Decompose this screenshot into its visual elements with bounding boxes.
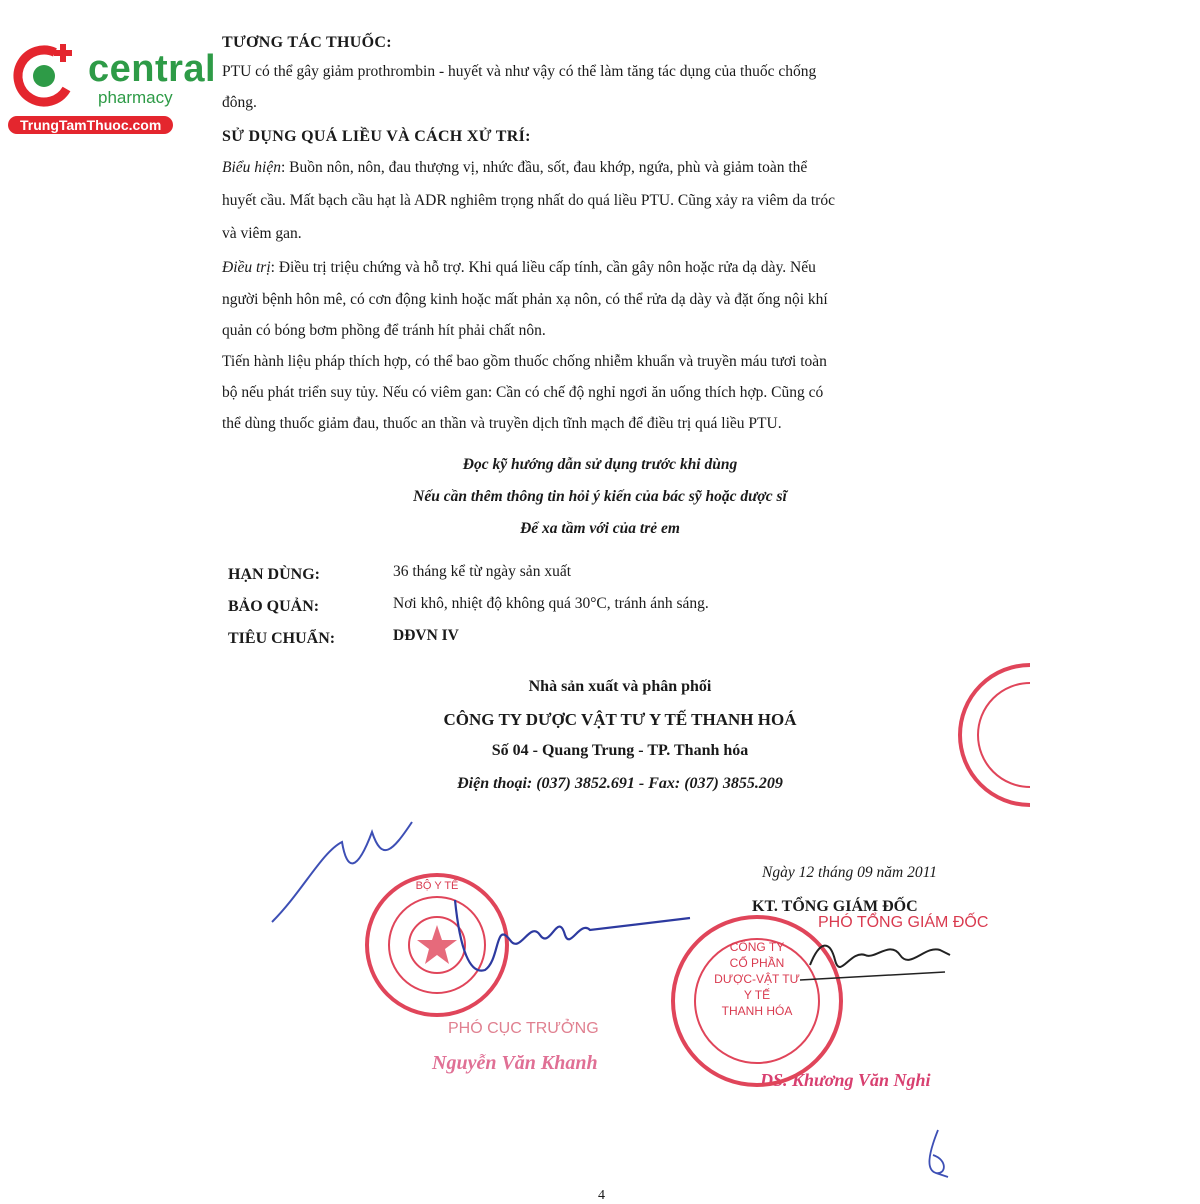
company-stamp-line-4: Y TẾ xyxy=(743,988,771,1002)
symptoms-label: Biểu hiện xyxy=(222,159,281,176)
manufacturer-line-1: Nhà sản xuất và phân phối xyxy=(528,678,712,695)
agency-stamp-ring-text: BỘ Y TẾ xyxy=(415,880,459,892)
interactions-line-2: đông. xyxy=(222,94,257,111)
treatment-line-1 xyxy=(222,252,816,283)
logo-mark-icon xyxy=(8,38,92,110)
company-stamp-line-3: DƯỢC-VẬT TƯ xyxy=(714,972,800,986)
company-stamp-line-2: CỔ PHẦN xyxy=(729,956,785,970)
logo-name: central xyxy=(88,48,217,90)
warning-line-2: Nếu cần thêm thông tin hỏi ý kiến của bác sỹ hoặc dược sĩ xyxy=(413,488,787,505)
signoff-title-text: TỔNG GIÁM ĐỐC xyxy=(781,898,918,915)
interactions-line-1: PTU có thể gây giảm prothrombin - huyết và như vậy có thể làm tăng tác dụng của thuốc chống xyxy=(222,63,817,80)
treatment-line-3: quản có bóng bơm phồng để tránh hít phải chất nôn. xyxy=(222,322,546,339)
company-stamp-line-5: THANH HÓA xyxy=(721,1004,793,1018)
left-title: PHÓ CỤC TRƯỞNG xyxy=(448,1020,599,1037)
spec-value-storage: Nơi khô, nhiệt độ không quá 30°C, tránh ánh sáng. xyxy=(393,595,709,612)
spec-label-storage: BẢO QUẢN: xyxy=(228,598,320,615)
warning-line-3: Để xa tầm với của trẻ em xyxy=(520,520,680,537)
director-signature-icon xyxy=(780,920,960,1000)
deputy-name: DS. Khương Văn Nghi xyxy=(760,1070,931,1090)
manufacturer-address: Số 04 - Quang Trung - TP. Thanh hóa xyxy=(491,742,749,759)
logo-sub: pharmacy xyxy=(98,88,173,107)
treatment-line-2: người bệnh hôn mê, có cơn động kinh hoặc mất phản xạ nôn, có thể rửa dạ dày và đặt ống nội khí xyxy=(222,291,828,308)
spec-label-standard: TIÊU CHUẨN: xyxy=(228,630,336,647)
spec-label-expiry: HẠN DÙNG: xyxy=(228,566,320,583)
therapy-line-3: thể dùng thuốc giảm đau, thuốc an thần và truyền dịch tĩnh mạch để điều trị quá liều PTU. xyxy=(222,415,782,432)
treatment-label: Điều trị xyxy=(222,259,271,276)
initial-mark-icon xyxy=(918,1125,958,1180)
partial-stamp-icon xyxy=(920,660,1030,810)
overdose-heading: SỬ DỤNG QUÁ LIỀU VÀ CÁCH XỬ TRÍ: xyxy=(222,128,531,145)
left-name: Nguyễn Văn Khanh xyxy=(432,1052,598,1074)
left-signature-main-icon xyxy=(440,880,700,990)
warning-line-1: Đọc kỹ hướng dẫn sử dụng trước khi dùng xyxy=(462,456,738,473)
symptoms-line-2: huyết cầu. Mất bạch cầu hạt là ADR nghiêm trọng nhất do quá liều PTU. Cũng xảy ra viêm da tróc xyxy=(222,192,835,209)
manufacturer-phone: Điện thoại: (037) 3852.691 - Fax: (037) 3855.209 xyxy=(457,775,783,792)
company-stamp-line-1: CÔNG TY xyxy=(729,940,785,954)
therapy-line-2: bộ nếu phát triển suy tủy. Nếu có viêm gan: Cần có chế độ nghỉ ngơi ăn uống thích hợp. Cũng có xyxy=(222,384,824,401)
interactions-heading: TƯƠNG TÁC THUỐC: xyxy=(222,34,392,51)
symptoms-line-3: và viêm gan. xyxy=(222,225,302,242)
logo-badge: TrungTamThuoc.com xyxy=(8,116,173,134)
treatment-text: : Điều trị triệu chứng và hỗ trợ. Khi quá liều cấp tính, cần gây nôn hoặc rửa dạ dày. Nếu xyxy=(270,259,816,276)
signoff-date: Ngày 12 tháng 09 năm 2011 xyxy=(762,864,937,881)
left-signature-scribble-icon xyxy=(262,812,452,932)
therapy-line-1: Tiến hành liệu pháp thích hợp, có thể bao gồm thuốc chống nhiễm khuẩn và truyền máu tươi toàn xyxy=(222,353,827,370)
spec-value-expiry: 36 tháng kể từ ngày sản xuất xyxy=(393,563,572,580)
symptoms-text: : Buồn nôn, nôn, đau thượng vị, nhức đầu, sốt, đau khớp, ngứa, phù và giảm toàn thể xyxy=(280,159,808,176)
pharmacy-logo xyxy=(8,38,218,138)
deputy-title: PHÓ TỔNG GIÁM ĐỐC xyxy=(818,914,989,931)
signoff-prefix: KT. xyxy=(752,898,778,915)
spec-value-standard: DĐVN IV xyxy=(393,627,459,644)
manufacturer-company: CÔNG TY DƯỢC VẬT TƯ Y TẾ THANH HOÁ xyxy=(443,710,797,729)
symptoms-line-1 xyxy=(222,152,807,183)
page-number: 4 xyxy=(598,1188,605,1203)
